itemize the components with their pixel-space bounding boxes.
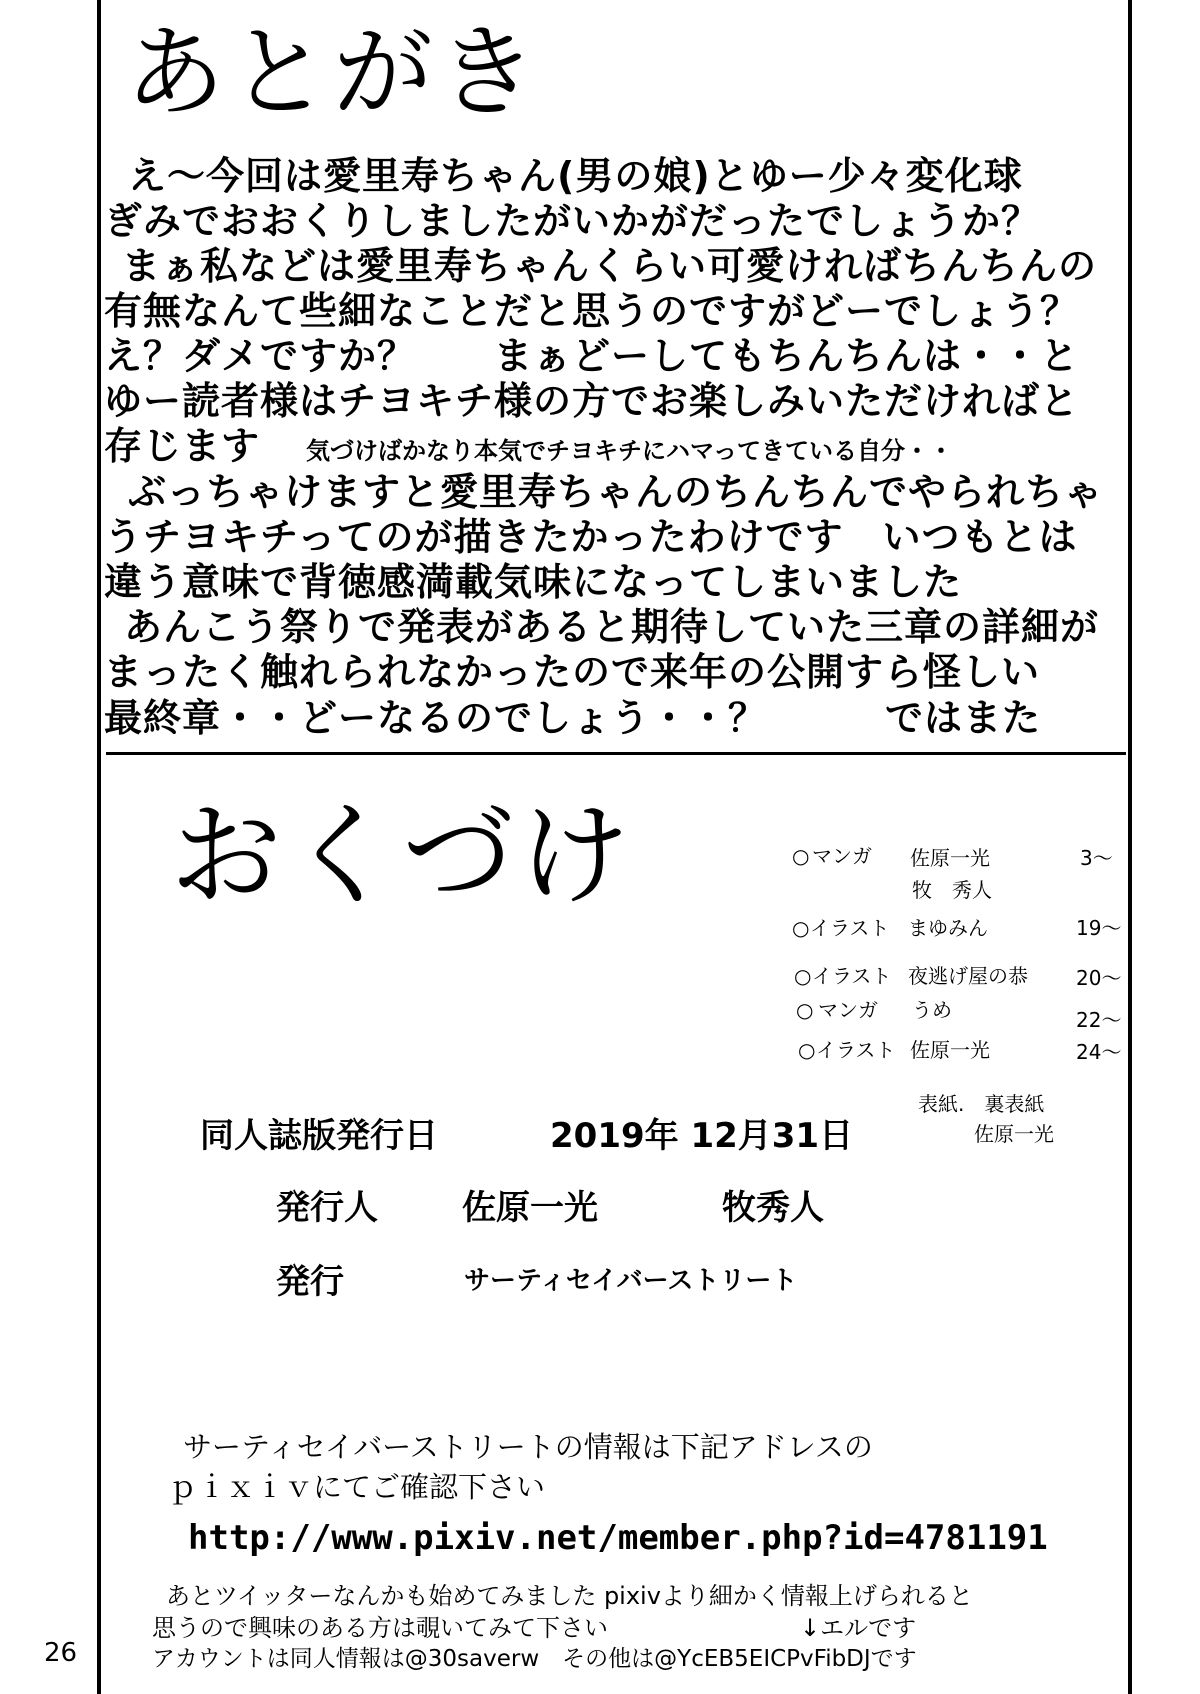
afterword-line: あんこう祭りで発表があると期待していた三章の詳細が — [124, 605, 1100, 649]
credit-type: マンガ — [812, 844, 872, 868]
credit-mark: ○ — [792, 844, 810, 868]
issuer-name: サーティセイバーストリート — [464, 1266, 798, 1296]
credit-name-2: 牧 秀人 — [912, 878, 992, 902]
afterword-title: あとがき — [125, 14, 541, 131]
afterword-line: うチヨキチってのが描きたかったわけです いつもとは — [104, 515, 1078, 559]
afterword-line: ゆー読者様はチヨキチ様の方でお楽しみいただければと — [104, 379, 1080, 423]
credit-name: まゆみん — [908, 916, 988, 940]
credit-page: 3～ — [1080, 846, 1113, 870]
credit-name: 佐原一光 — [910, 1038, 990, 1062]
info-line: サーティセイバーストリートの情報は下記アドレスの — [183, 1430, 873, 1464]
publisher-name: 牧秀人 — [722, 1188, 824, 1228]
afterword-line: え？ダメですか？ まぁどーしてもちんちんは・・と — [104, 334, 1080, 378]
section-divider — [106, 752, 1126, 755]
credit-page: 20～ — [1076, 966, 1122, 990]
afterword-line: 違う意味で背徳感満載気味になってしまいました — [104, 560, 963, 604]
release-date: 2019年 12月31日 — [550, 1116, 854, 1156]
publisher-label: 発行人 — [276, 1188, 378, 1228]
credit-name: 佐原一光 — [910, 846, 990, 870]
afterword-line: まぁ私などは愛里寿ちゃんくらい可愛ければちんちんの — [122, 244, 1098, 288]
afterword-line: ぎみでおおくりしましたがいかがだったでしょうか？ — [104, 199, 1041, 243]
credit-type: イラスト — [810, 916, 890, 940]
credit-mark: ○ — [792, 916, 810, 940]
info-line: ｐｉｘｉｖにてご確認下さい — [168, 1470, 546, 1504]
credit-page: 22～ — [1076, 1008, 1122, 1032]
twitter-arrow-note: ↓エルです — [800, 1614, 917, 1642]
pixiv-url[interactable]: http://www.pixiv.net/member.php?id=4781191 — [188, 1518, 1048, 1558]
afterword-closing: ではまた — [885, 696, 1042, 740]
afterword-line: まったく触れられなかったので来年の公開すら怪しい — [104, 650, 1041, 694]
twitter-note: あとツイッターなんかも始めてみました pixivより細かく情報上げられると — [166, 1582, 973, 1610]
afterword-line: 存じます — [104, 424, 261, 468]
credit-mark: ○ — [796, 998, 814, 1022]
page-number: 26 — [44, 1638, 78, 1668]
colophon-title: おくづけ — [170, 791, 634, 921]
issuer-label: 発行 — [276, 1262, 344, 1302]
credit-page: 19～ — [1076, 916, 1122, 940]
credit-mark: ○ — [794, 964, 812, 988]
release-label: 同人誌版発行日 — [200, 1116, 438, 1156]
credit-name: うめ — [912, 998, 952, 1022]
credit-type: マンガ — [818, 998, 878, 1022]
credit-type: イラスト — [816, 1038, 896, 1062]
afterword-aside: 気づけばかなり本気でチヨキチにハマってきている自分・・ — [306, 437, 954, 465]
afterword-line: ぶっちゃけますと愛里寿ちゃんのちんちんでやられちゃ — [128, 470, 1104, 514]
afterword-line: 有無なんて些細なことだと思うのですがどーでしょう？ — [104, 289, 1080, 333]
twitter-accounts: アカウントは同人情報は@30saverw その他は@YcEB5EICPvFibDJです — [152, 1646, 917, 1672]
credit-page: 24～ — [1076, 1040, 1122, 1064]
afterword-line: え～今回は愛里寿ちゃん(男の娘)とゆー少々変化球 — [128, 154, 1023, 198]
credit-mark: ○ — [798, 1038, 816, 1062]
cover-credit-label: 表紙. 裏表紙 — [918, 1092, 1045, 1116]
publisher-name: 佐原一光 — [462, 1188, 598, 1228]
credit-type: イラスト — [812, 964, 892, 988]
twitter-note: 思うので興味のある方は覗いてみて下さい — [152, 1614, 608, 1642]
cover-credit-name: 佐原一光 — [974, 1122, 1054, 1146]
afterword-line: 最終章・・どーなるのでしょう・・？ — [104, 696, 768, 740]
credit-name: 夜逃げ屋の恭 — [908, 964, 1028, 988]
